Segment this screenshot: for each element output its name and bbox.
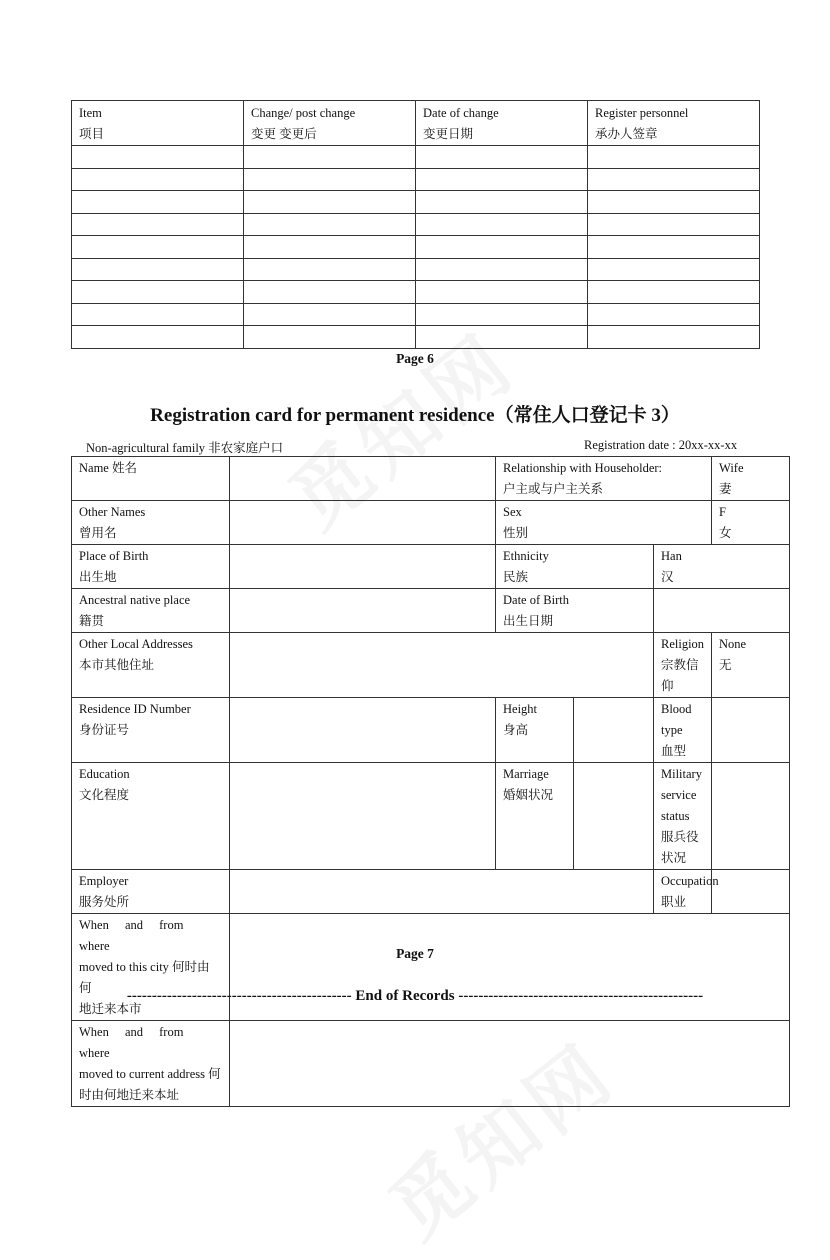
page-number-7: Page 7 <box>396 946 434 961</box>
label-ethnicity: Ethnicity 民族 <box>496 545 654 589</box>
value-height <box>574 698 654 763</box>
row-education <box>72 763 790 870</box>
value-ancestral <box>230 589 496 633</box>
table-row <box>72 213 760 236</box>
value-education <box>230 763 496 870</box>
label-education: Education 文化程度 <box>72 763 230 870</box>
value-place-of-birth <box>230 545 496 589</box>
value-sex: F 女 <box>712 501 790 545</box>
value-blood-type <box>712 698 790 763</box>
registration-card-table <box>71 456 790 1107</box>
label-blood-type: Blood type 血型 <box>654 698 712 763</box>
header-register-personnel: Register personnel 承办人签章 <box>588 101 760 146</box>
table-row <box>72 191 760 214</box>
table-row <box>72 281 760 304</box>
header-item: Item 项目 <box>72 101 244 146</box>
row-name <box>72 457 790 501</box>
row-place-of-birth <box>72 545 790 589</box>
registration-date: Registration date : 20xx-xx-xx <box>584 438 738 452</box>
label-other-names: Other Names 曾用名 <box>72 501 230 545</box>
label-marriage: Marriage 婚姻状况 <box>496 763 574 870</box>
label-relationship: Relationship with Householder: 户主或与户主关系 <box>496 457 712 501</box>
label-occupation: Occupation 职业 <box>654 870 712 914</box>
row-moved-address <box>72 1021 790 1107</box>
value-military <box>712 763 790 870</box>
row-id-number <box>72 698 790 763</box>
table-row <box>72 258 760 281</box>
value-marriage <box>574 763 654 870</box>
header-date-of-change: Date of change 变更日期 <box>416 101 588 146</box>
label-height: Height 身高 <box>496 698 574 763</box>
row-other-names <box>72 501 790 545</box>
family-type: Non-agricultural family 非农家庭户口 <box>86 441 284 455</box>
end-of-records: --------------------------------------------- End of Records ------------------------------------------------- <box>126 988 704 1004</box>
value-other-names <box>230 501 496 545</box>
label-moved-address: When and from where moved to current address 何 时由何地迁来本址 <box>72 1021 230 1107</box>
label-religion: Religion 宗教信仰 <box>654 633 712 698</box>
table-row <box>72 146 760 169</box>
card-title: Registration card for permanent residence（常住人口登记卡 3） <box>150 405 680 426</box>
table-row <box>72 303 760 326</box>
label-id-number: Residence ID Number 身份证号 <box>72 698 230 763</box>
value-relationship: Wife 妻 <box>712 457 790 501</box>
table-row <box>72 168 760 191</box>
label-sex: Sex 性别 <box>496 501 712 545</box>
row-other-addresses <box>72 633 790 698</box>
value-religion: None 无 <box>712 633 790 698</box>
value-employer <box>230 870 654 914</box>
page-number-6: Page 6 <box>396 351 434 366</box>
value-ethnicity: Han 汉 <box>654 545 790 589</box>
value-other-addresses <box>230 633 654 698</box>
value-name <box>230 457 496 501</box>
table-row <box>72 236 760 259</box>
row-employer <box>72 870 790 914</box>
row-ancestral <box>72 589 790 633</box>
value-occupation <box>712 870 790 914</box>
value-id-number <box>230 698 496 763</box>
label-other-addresses: Other Local Addresses 本市其他住址 <box>72 633 230 698</box>
table-header-row <box>72 101 760 146</box>
header-change: Change/ post change 变更 变更后 <box>244 101 416 146</box>
label-name: Name 姓名 <box>72 457 230 501</box>
label-employer: Employer 服务处所 <box>72 870 230 914</box>
label-military: Military service status 服兵役状况 <box>654 763 712 870</box>
label-ancestral: Ancestral native place 籍贯 <box>72 589 230 633</box>
label-date-of-birth: Date of Birth 出生日期 <box>496 589 654 633</box>
value-date-of-birth <box>654 589 790 633</box>
value-moved-address <box>230 1021 790 1107</box>
table-row <box>72 326 760 349</box>
label-moved-city: When and from where moved to this city 何时由何 地迁来本市 <box>72 914 230 1021</box>
change-record-table <box>71 100 760 349</box>
label-place-of-birth: Place of Birth 出生地 <box>72 545 230 589</box>
